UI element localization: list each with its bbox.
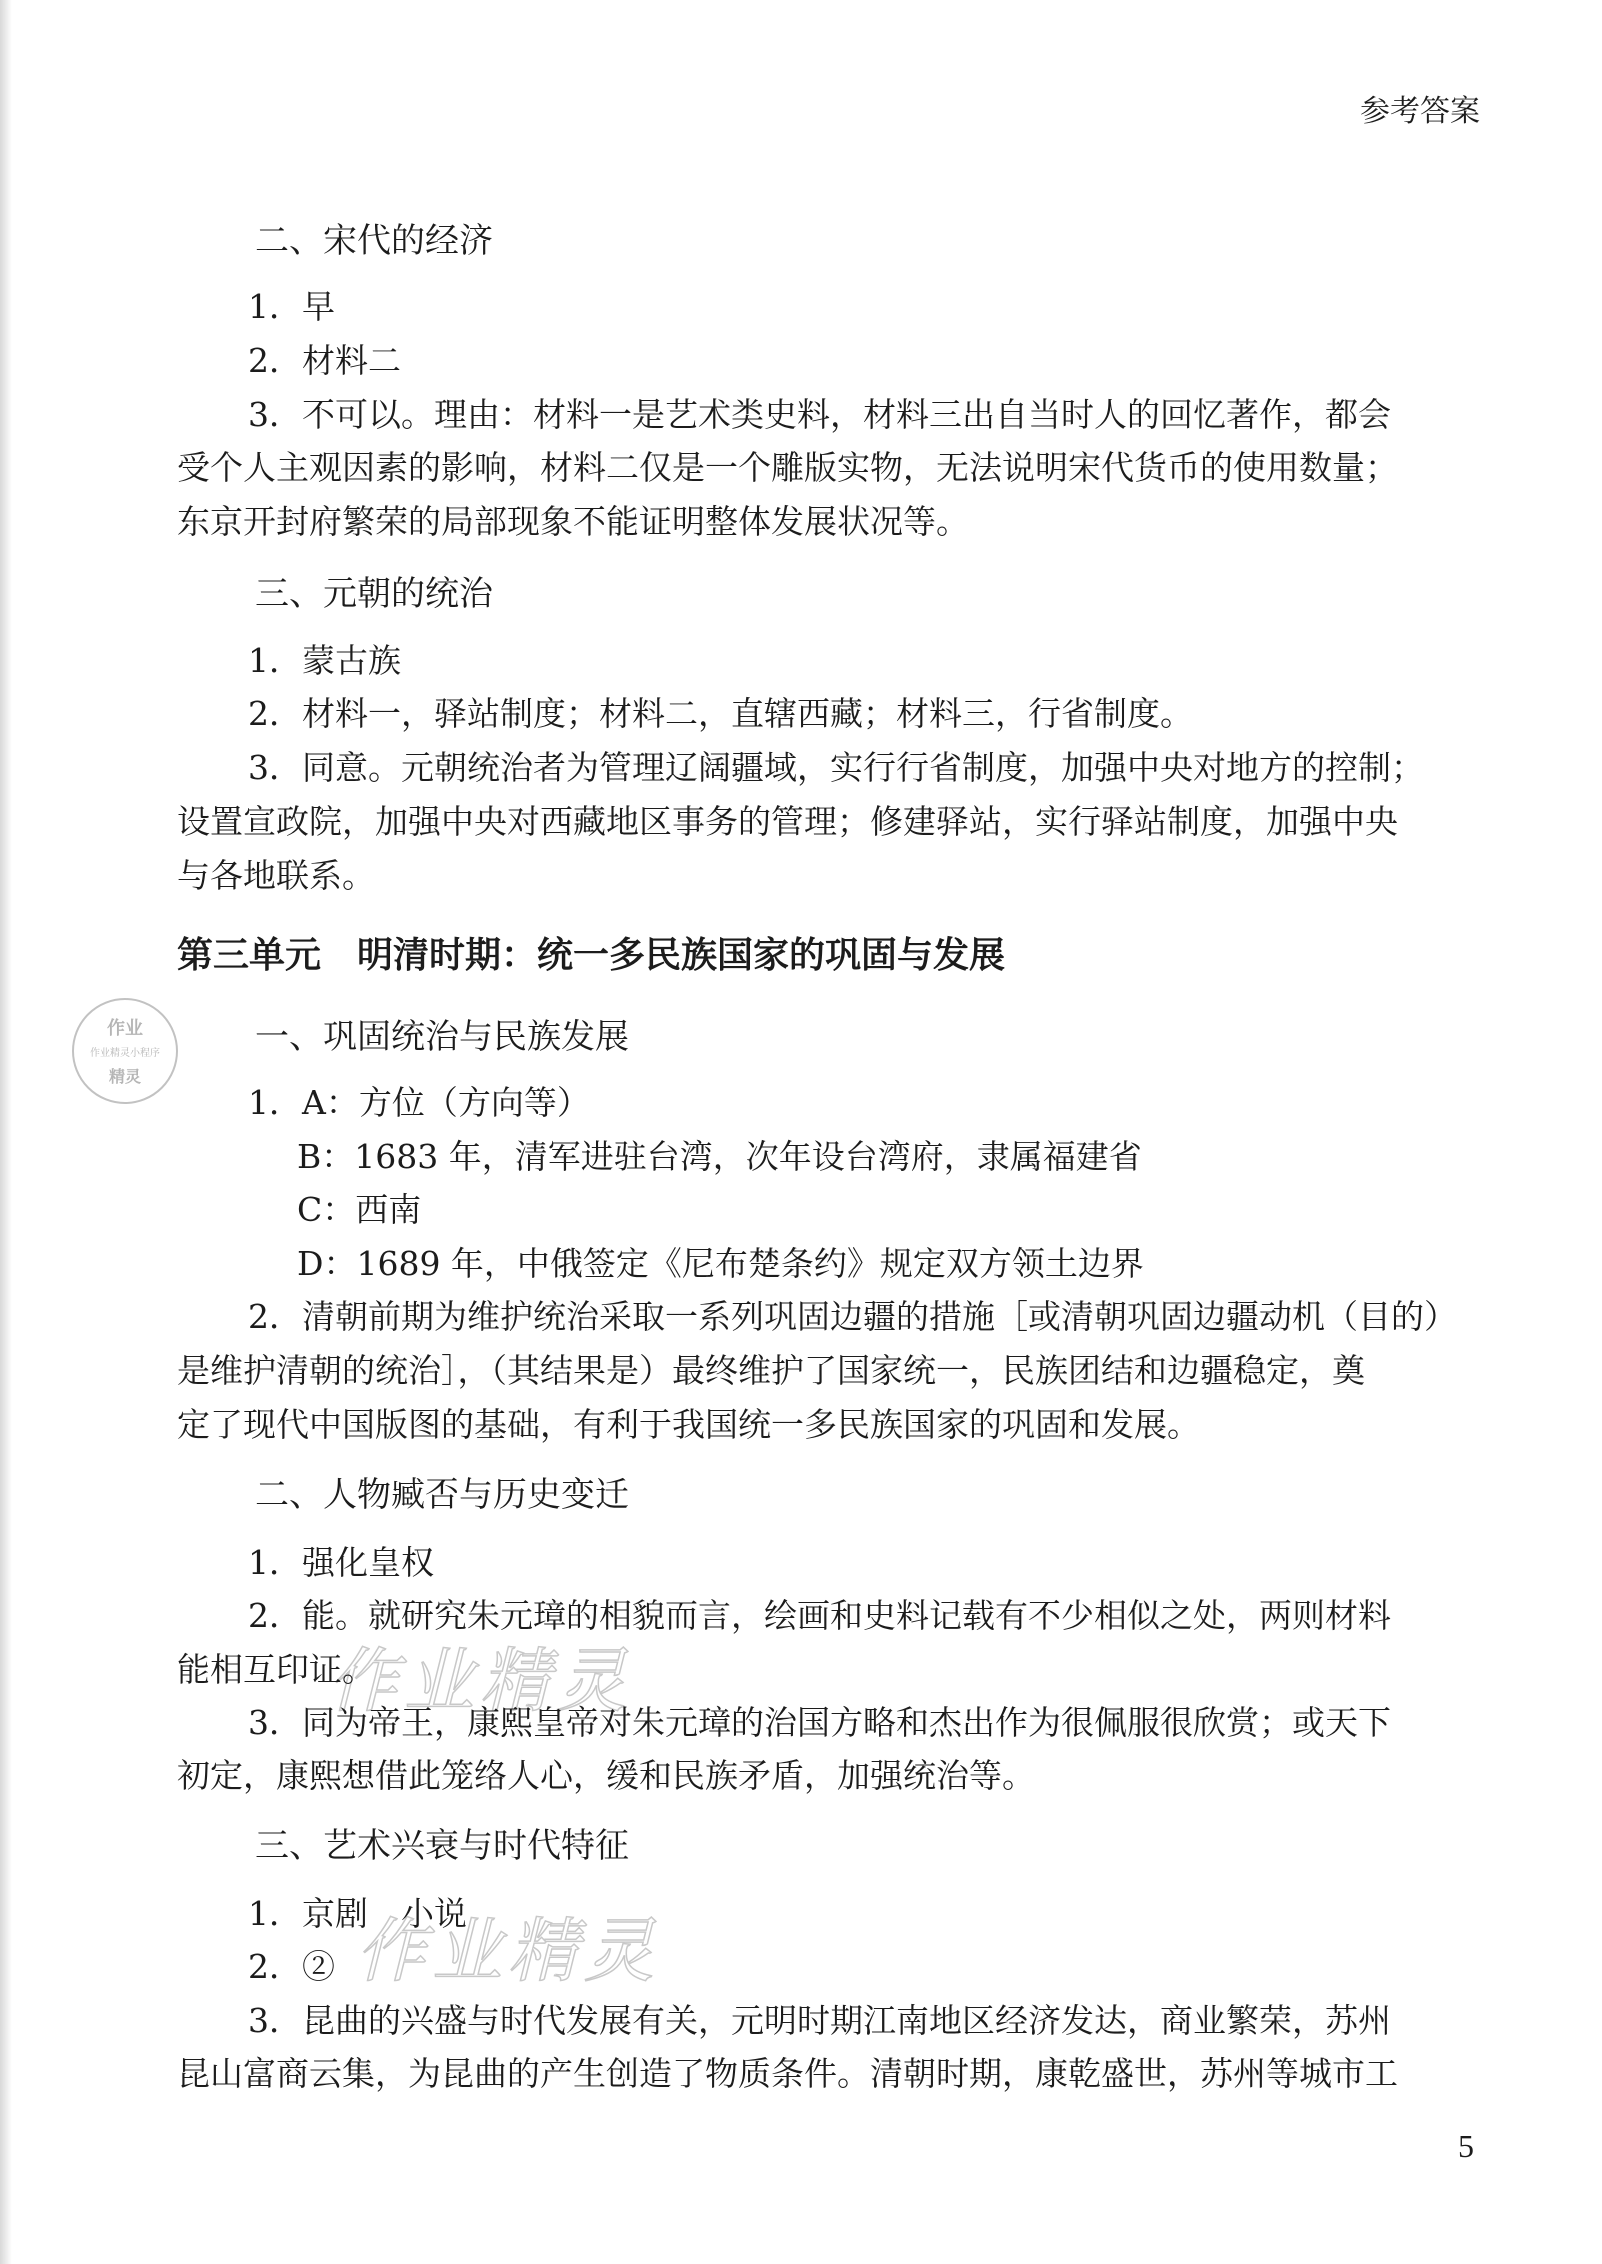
answer-line: 1．A：方位（方向等） — [248, 1083, 590, 1122]
stamp-text-1: 作业 — [107, 1018, 143, 1039]
page-number: 5 — [1458, 2128, 1474, 2164]
watermark: 作业精灵 — [328, 1640, 632, 1722]
stamp-text-3: 精灵 — [108, 1067, 141, 1086]
page-header: 参考答案 — [1360, 94, 1480, 129]
answer-line: D：1689 年，中俄签定《尼布楚条约》规定双方领土边界 — [297, 1244, 1144, 1283]
answer-line: 与各地联系。 — [177, 856, 375, 895]
answer-line: 受个人主观因素的影响，材料二仅是一个雕版实物，无法说明宋代货币的使用数量； — [177, 448, 1398, 487]
answer-line: 能相互印证。 — [177, 1650, 375, 1689]
answer-line: 1．早 — [248, 287, 335, 326]
section-heading: 二、宋代的经济 — [255, 221, 493, 261]
section-heading: 二、人物臧否与历史变迁 — [255, 1475, 629, 1515]
section-heading: 一、巩固统治与民族发展 — [255, 1017, 629, 1057]
stamp-text-2: 作业精灵小程序 — [90, 1048, 160, 1059]
answer-line: 1．京剧 小说 — [248, 1894, 467, 1933]
unit-title: 第三单元 明清时期：统一多民族国家的巩固与发展 — [177, 935, 1006, 976]
answer-line: 3．同意。元朝统治者为管理辽阔疆域，实行行省制度，加强中央对地方的控制； — [248, 748, 1424, 787]
watermark: 作业精灵 — [356, 1910, 660, 1992]
app-stamp-logo — [72, 998, 178, 1104]
answer-line: C：西南 — [297, 1190, 422, 1229]
section-heading: 三、艺术兴衰与时代特征 — [255, 1826, 629, 1866]
answer-line: B：1683 年，清军进驻台湾，次年设台湾府，隶属福建省 — [297, 1137, 1142, 1176]
answer-line: 2．材料一，驿站制度；材料二，直辖西藏；材料三，行省制度。 — [248, 694, 1193, 733]
answer-line: 3．昆曲的兴盛与时代发展有关，元明时期江南地区经济发达，商业繁荣，苏州 — [248, 2001, 1391, 2040]
answer-line: 3．同为帝王，康熙皇帝对朱元璋的治国方略和杰出作为很佩服很欣赏；或天下 — [248, 1703, 1391, 1742]
answer-line: 设置宣政院，加强中央对西藏地区事务的管理；修建驿站，实行驿站制度，加强中央 — [177, 802, 1398, 841]
section-heading: 三、元朝的统治 — [255, 574, 493, 614]
answer-line: 2．② — [248, 1947, 335, 1986]
answer-line: 1．强化皇权 — [248, 1543, 434, 1582]
answer-line: 东京开封府繁荣的局部现象不能证明整体发展状况等。 — [177, 502, 969, 541]
answer-line: 昆山富商云集，为昆曲的产生创造了物质条件。清朝时期，康乾盛世，苏州等城市工 — [177, 2054, 1398, 2093]
answer-line: 3．不可以。理由：材料一是艺术类史料，材料三出自当时人的回忆著作，都会 — [248, 395, 1391, 434]
answer-line: 2．清朝前期为维护统治采取一系列巩固边疆的措施［或清朝巩固边疆动机（目的） — [248, 1297, 1457, 1336]
answer-line: 1．蒙古族 — [248, 641, 401, 680]
answer-line: 2．材料二 — [248, 341, 401, 380]
answer-line: 初定，康熙想借此笼络人心，缓和民族矛盾，加强统治等。 — [177, 1756, 1035, 1795]
answer-line: 是维护清朝的统治］，（其结果是）最终维护了国家统一，民族团结和边疆稳定，奠 — [177, 1351, 1365, 1390]
answer-line: 定了现代中国版图的基础，有利于我国统一多民族国家的巩固和发展。 — [177, 1405, 1200, 1444]
answer-line: 2．能。就研究朱元璋的相貌而言，绘画和史料记载有不少相似之处，两则材料 — [248, 1596, 1391, 1635]
scan-edge — [0, 0, 12, 2264]
